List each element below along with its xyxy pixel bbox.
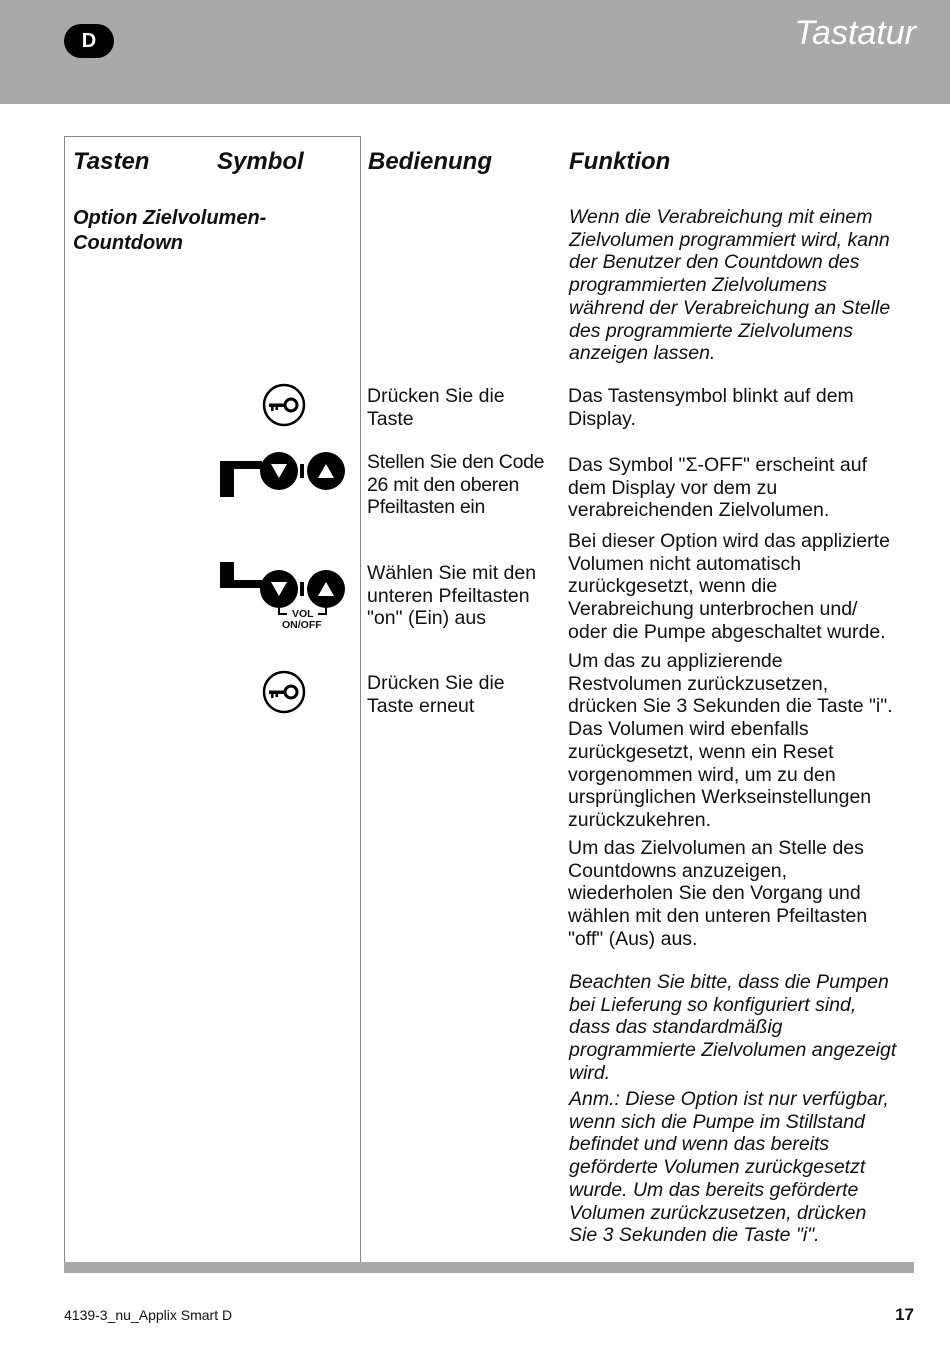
column-header-tasten: Tasten <box>73 148 150 175</box>
intro-text: Wenn die Verabreichung mit einem Zielvolumen programmiert wird, kann der Benutzer den Countdown des programmierten Zielvolumens während der Verabreichung an Stelle des programmierte Zielvolumens anzeigen lassen. <box>569 206 891 365</box>
note-1: Beachten Sie bitte, dass die Pumpen bei Lieferung so konfiguriert sind, dass das standardmäßig programmierte Zielvolumen angezeigt wird. <box>569 971 897 1084</box>
arrow-keys-upper-icon <box>220 449 350 506</box>
step-2-bedienung: Stellen Sie den Code 26 mit den oberen Pfeiltasten ein <box>367 451 545 519</box>
step-4-funktion: Um das zu applizierende Restvolumen zurückzusetzen, drücken Sie 3 Sekunden die Taste "i". Das Volumen wird ebenfalls zurückgesetzt, wenn ein Reset vorgenommen wird, um zu den ursprünglichen Werkseinstellungen zurückzukehren. <box>568 650 893 831</box>
arrow-keys-lower-icon <box>220 562 350 637</box>
column-header-bedienung: Bedienung <box>368 148 492 175</box>
step-1-funktion: Das Tastensymbol blinkt auf dem Display. <box>568 385 854 430</box>
page-number: 17 <box>895 1305 914 1324</box>
step-4-bedienung: Drücken Sie die Taste erneut <box>367 672 505 717</box>
column-header-symbol: Symbol <box>217 148 304 175</box>
vol-label: VOL <box>292 608 314 620</box>
page-header <box>0 0 950 104</box>
language-badge: D <box>64 24 114 58</box>
step-3-funktion: Bei dieser Option wird das applizierte Volumen nicht automatisch zurückgesetzt, wenn die Verabreichung unterbrochen und/ oder die Pumpe abgeschaltet wurde. <box>568 530 890 643</box>
column-header-funktion: Funktion <box>569 148 671 175</box>
step-1-bedienung: Drücken Sie die Taste <box>367 385 505 430</box>
key-icon <box>262 670 306 719</box>
table-frame <box>64 136 361 1263</box>
note-2: Anm.: Diese Option ist nur verfügbar, wenn sich die Pumpe im Stillstand befindet und wenn das bereits geförderte Volumen zurückgesetzt wurde. Um das bereits geförderte Volumen zurückzusetzen, drücken Sie 3 Sekunden die Taste "i". <box>569 1088 889 1247</box>
footer-bar <box>64 1262 914 1273</box>
step-3-bedienung: Wählen Sie mit den unteren Pfeiltasten "on" (Ein) aus <box>367 562 537 630</box>
document-code: 4139-3_nu_Applix Smart D <box>64 1307 233 1323</box>
key-icon <box>262 383 306 432</box>
funktion-extra: Um das Zielvolumen an Stelle des Countdowns anzuzeigen, wiederholen Sie den Vorgang und wählen mit den unteren Pfeiltasten "off" (Aus) aus. <box>568 837 868 950</box>
on-off-label: ON/OFF <box>282 619 322 631</box>
page-title: Tastatur <box>794 14 916 52</box>
step-2-funktion: Das Symbol "Σ-OFF" erscheint auf dem Display vor dem zu verabreichenden Zielvolumen. <box>568 454 867 522</box>
section-title: Option Zielvolumen- Countdown <box>73 207 267 254</box>
